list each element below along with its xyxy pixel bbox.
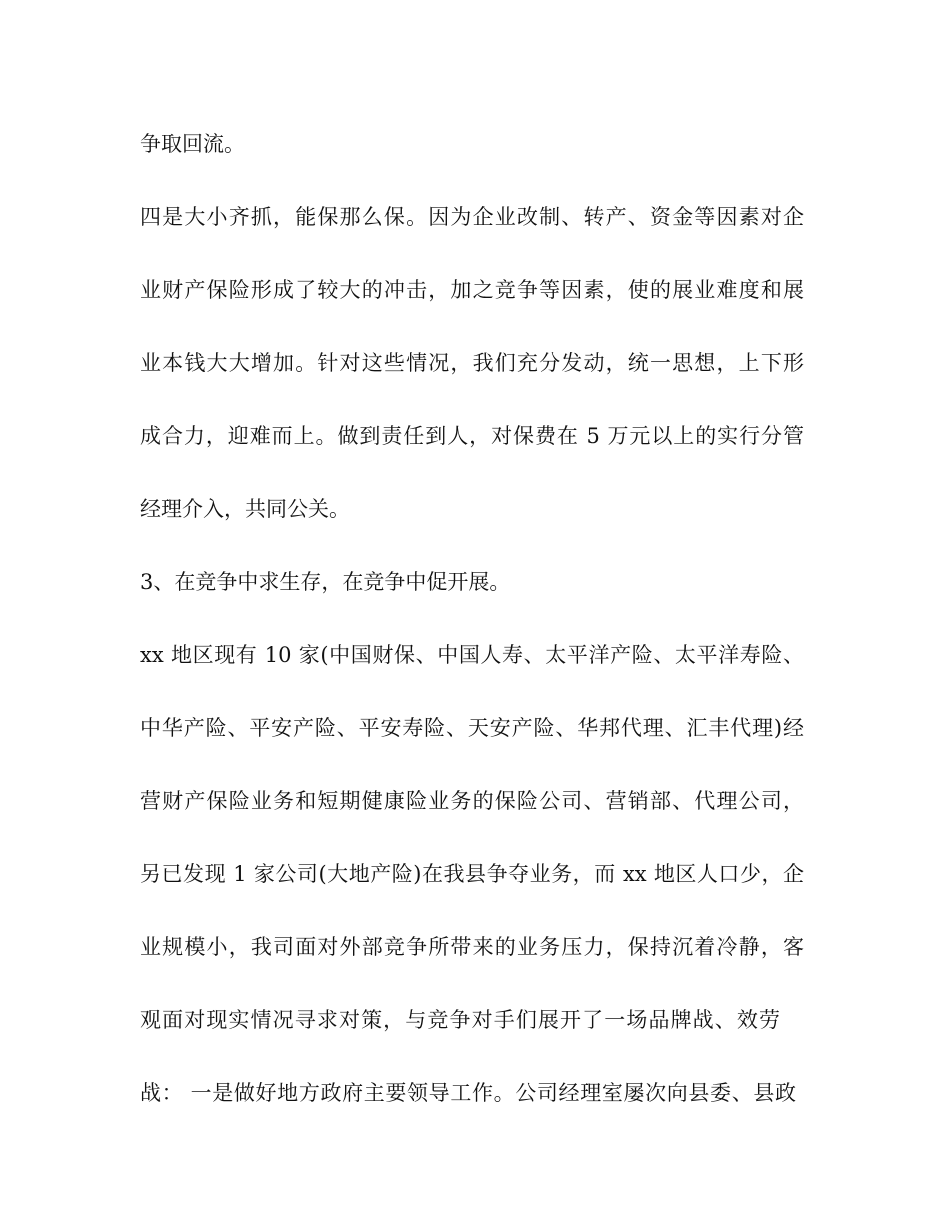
text-line: 中华产险、平安产险、平安寿险、天安产险、华邦代理、汇丰代理)经 bbox=[140, 716, 804, 740]
text-line: 营财产保险业务和短期健康险业务的保险公司、营销部、代理公司， bbox=[140, 789, 804, 813]
text-line: 业本钱大大增加。针对这些情况，我们充分发动，统一思想，上下形 bbox=[140, 351, 804, 375]
text-line: 另已发现 1 家公司(大地产险)在我县争夺业务，而 xx 地区人口少，企 bbox=[140, 862, 804, 886]
text-line: 战： 一是做好地方政府主要领导工作。公司经理室屡次向县委、县政 bbox=[140, 1081, 796, 1105]
text-line: 成合力，迎难而上。做到责任到人，对保费在 5 万元以上的实行分管 bbox=[140, 424, 804, 448]
text-line: 争取回流。 bbox=[140, 132, 245, 156]
text-line: 四是大小齐抓，能保那么保。因为企业改制、转产、资金等因素对企 bbox=[140, 205, 804, 229]
text-line: 业财产保险形成了较大的冲击，加之竞争等因素，使的展业难度和展 bbox=[140, 278, 804, 302]
section-heading: 3、在竞争中求生存，在竞争中促开展。 bbox=[140, 570, 511, 594]
text-line: 经理介入，共同公关。 bbox=[140, 497, 350, 521]
text-line: 观面对现实情况寻求对策，与竞争对手们展开了一场品牌战、效劳 bbox=[140, 1008, 780, 1032]
text-line: 业规模小，我司面对外部竞争所带来的业务压力，保持沉着冷静，客 bbox=[140, 935, 804, 959]
text-line: xx 地区现有 10 家(中国财保、中国人寿、太平洋产险、太平洋寿险、 bbox=[140, 643, 804, 667]
